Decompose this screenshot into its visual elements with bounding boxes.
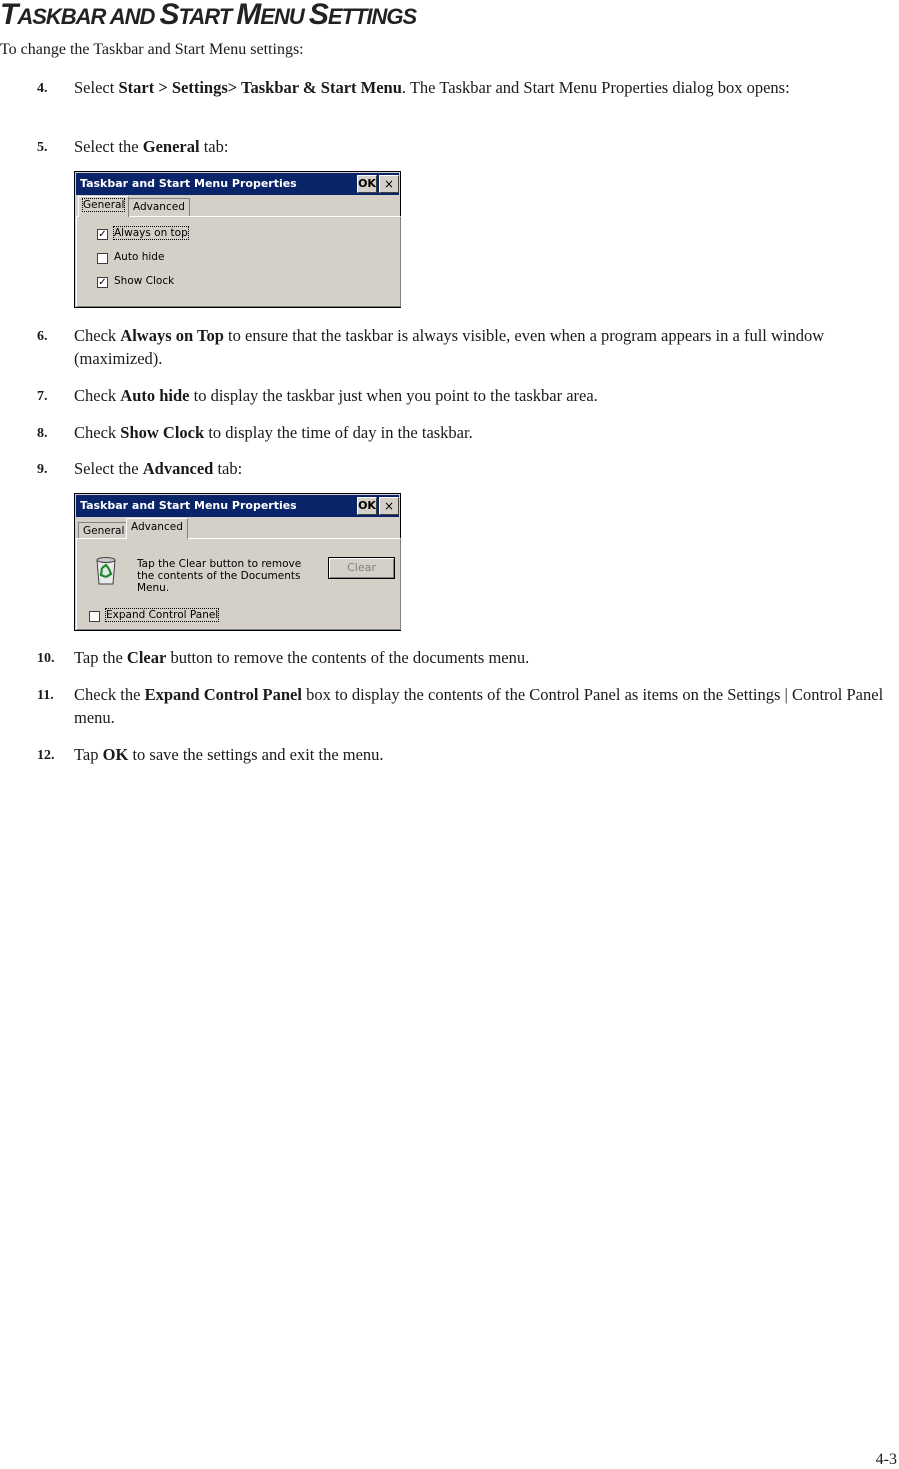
- clear-button[interactable]: Clear: [328, 557, 395, 579]
- show-clock-checkbox[interactable]: ✓: [98, 277, 107, 288]
- show-clock-label[interactable]: Show Clock: [114, 275, 175, 287]
- ok-button[interactable]: OK: [357, 497, 377, 515]
- close-icon[interactable]: ×: [379, 497, 399, 515]
- always-on-top-label[interactable]: Always on top: [114, 227, 188, 239]
- taskbar-properties-dialog-advanced: [74, 493, 401, 631]
- step-6: 6. Check Always on Top to ensure that the taskbar is always visible, even when a program appears in a full window (maximized).: [37, 326, 825, 368]
- step-4: 4. Select Start > Settings> Taskbar & Start Menu. The Taskbar and Start Menu Properties dialog box opens:: [37, 78, 790, 97]
- taskbar-properties-dialog-general: [74, 171, 401, 308]
- step-12: 12. Tap OK to save the settings and exit the menu.: [37, 745, 384, 764]
- auto-hide-checkbox[interactable]: [97, 253, 108, 264]
- advanced-tab-panel: [76, 538, 401, 630]
- dialog-title: Taskbar and Start Menu Properties: [80, 499, 297, 512]
- auto-hide-label[interactable]: Auto hide: [114, 251, 165, 263]
- tab-general[interactable]: General: [78, 522, 129, 540]
- general-tab-panel: [76, 216, 401, 307]
- step-5: 5. Select the General tab:: [37, 137, 229, 156]
- tab-general[interactable]: General: [78, 196, 129, 217]
- expand-control-panel-checkbox[interactable]: [89, 611, 100, 622]
- recycle-bin-icon: [91, 554, 121, 586]
- dialog-titlebar: [76, 495, 399, 517]
- intro-text: To change the Taskbar and Start Menu settings:: [0, 41, 304, 58]
- always-on-top-checkbox[interactable]: ✓: [98, 229, 107, 240]
- step-7: 7. Check Auto hide to display the taskbar just when you point to the taskbar area.: [37, 386, 598, 405]
- dialog-title: Taskbar and Start Menu Properties: [80, 177, 297, 190]
- ok-button[interactable]: OK: [357, 175, 377, 193]
- dialog-titlebar: [76, 173, 399, 195]
- step-10: 10. Tap the Clear button to remove the contents of the documents menu.: [37, 648, 530, 667]
- step-8: 8. Check Show Clock to display the time of day in the taskbar.: [37, 423, 473, 442]
- page-title: TASKBAR AND START MENU SETTINGS: [0, 0, 417, 31]
- tab-advanced[interactable]: Advanced: [128, 198, 190, 216]
- clear-description: Tap the Clear button to remove the contents of the Documents Menu.: [137, 558, 302, 594]
- expand-control-panel-label[interactable]: Expand Control Panel: [106, 609, 219, 621]
- tab-advanced[interactable]: Advanced: [126, 518, 188, 539]
- step-11: 11. Check the Expand Control Panel box to display the contents of the Control Panel as items on the Settings | Control Panel menu.: [37, 685, 884, 727]
- step-9: 9. Select the Advanced tab:: [37, 459, 243, 478]
- page-number: 4-3: [875, 1451, 897, 1468]
- close-icon[interactable]: ×: [379, 175, 399, 193]
